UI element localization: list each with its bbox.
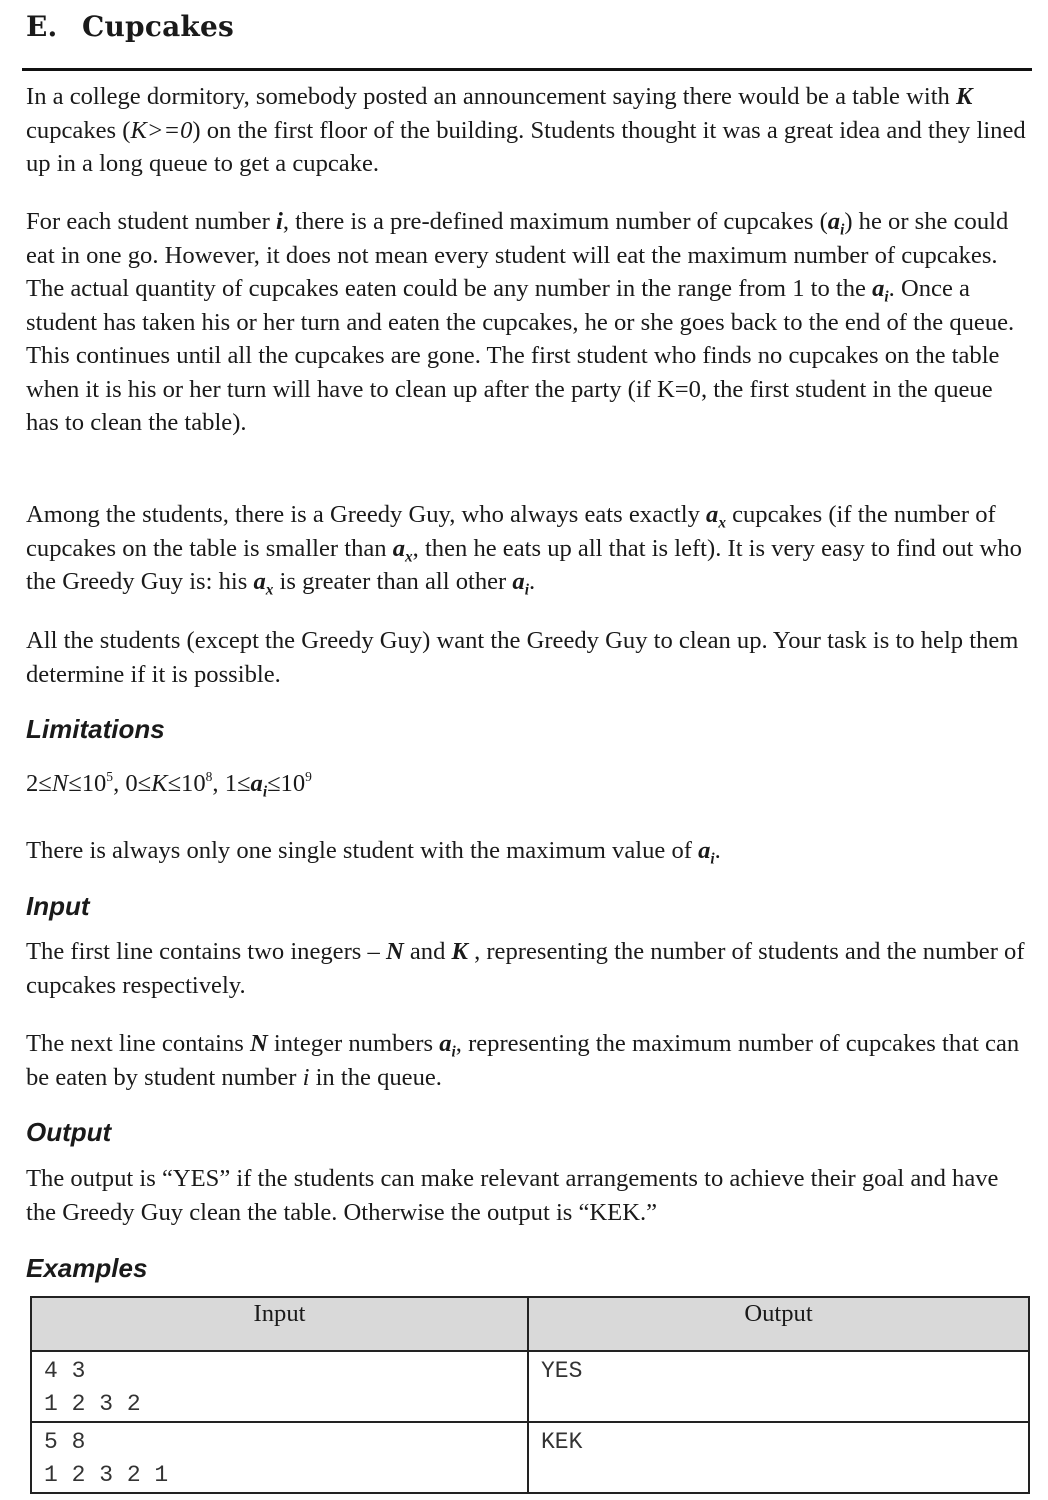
text: There is always only one single student with the maximum value of (26, 837, 699, 864)
subscript: x (718, 514, 726, 532)
text: , then he eats up all that is left). It is very easy to find out who the Greedy Guy is: his (26, 534, 1022, 595)
subscript: x (265, 581, 274, 599)
symbol: a (512, 568, 525, 595)
variable-k: K (955, 83, 973, 110)
input-heading: Input (26, 891, 90, 921)
examples-heading: Examples (26, 1253, 148, 1283)
text: integer numbers (267, 1030, 440, 1057)
text: cupcakes ( (26, 116, 131, 144)
problem-letter: E. (26, 10, 58, 43)
title-divider (22, 68, 1032, 71)
input-paragraph-2 (26, 1027, 1030, 1094)
text: The first line contains two inegers – (26, 938, 386, 965)
variable-n: N (385, 938, 404, 965)
text: , 1≤ (212, 770, 251, 797)
symbol: a (392, 534, 406, 562)
symbol: a (827, 208, 841, 235)
condition-k: K>=0 (130, 116, 193, 144)
text: . Once a student has taken his or her turn and eaten the cupcakes, he or she goes back to the end of the queue. This continues until all the cupcakes are gone. The first student who finds no cupcakes on the table when it is his or her turn will have to clean up after the party (if K=0, the first student in the queue has to clean the table). (26, 275, 1015, 436)
subscript: x (405, 547, 413, 565)
input-line: 1 2 3 2 1 (44, 1462, 169, 1488)
subscript: i (524, 581, 529, 599)
symbol: a (439, 1030, 452, 1057)
problem-title (26, 10, 234, 43)
text: ≤10 (267, 770, 306, 797)
input-paragraph-1 (26, 935, 1030, 1002)
output-paragraph: The output is “YES” if the students can make relevant arrangements to achieve their goal and have the Greedy Guy clean the table. Otherwise the output is “KEK.” (26, 1165, 999, 1226)
text: , there is a pre-defined maximum number of cupcakes ( (282, 208, 828, 235)
variable-a (827, 208, 845, 239)
symbol: a (706, 501, 719, 528)
text: and (403, 938, 452, 965)
problem-name: Cupcakes (82, 10, 234, 43)
input-line: 1 2 3 2 (44, 1391, 141, 1417)
table-header-row (31, 1297, 1029, 1351)
variable-a (698, 837, 715, 868)
text: , representing the number of students and the number of cupcakes respectively. (26, 938, 1025, 999)
variable-a (512, 568, 529, 599)
statement-paragraph-1 (26, 80, 1030, 181)
exponent: 8 (205, 768, 213, 784)
exponent: 5 (106, 768, 114, 784)
variable-ax (253, 568, 274, 599)
text: ≤10 (167, 770, 206, 797)
symbol: a (698, 837, 711, 864)
input-line: 5 8 (44, 1429, 86, 1455)
variable-n: N (51, 770, 69, 797)
text: 2≤ (26, 770, 52, 797)
text: in the queue. (309, 1063, 442, 1091)
text: . (528, 568, 536, 595)
variable-k: K (451, 938, 468, 965)
statement-paragraph-3 (26, 498, 1030, 599)
text: . (714, 837, 721, 864)
example-input-cell (31, 1351, 528, 1422)
text: In a college dormitory, somebody posted an announcement saying there would be a table with (26, 83, 956, 110)
limitations-constraints (26, 767, 1030, 801)
table-row (31, 1422, 1029, 1493)
variable-a (250, 770, 268, 801)
text: cupcakes (if the number of cupcakes on the table is smaller than (26, 501, 996, 562)
text: , 0≤ (113, 770, 152, 797)
column-header-input: Input (31, 1297, 528, 1351)
symbol: a (253, 568, 266, 595)
column-header-output: Output (528, 1297, 1029, 1351)
variable-a (439, 1030, 456, 1061)
table-row (31, 1351, 1029, 1422)
statement-paragraph-4: All the students (except the Greedy Guy) want the Greedy Guy to clean up. Your task is to help them determine if it is possible. (26, 627, 1019, 688)
subscript: i (451, 1043, 456, 1061)
variable-a (872, 275, 889, 306)
subscript: i (262, 783, 268, 801)
variable-i: i (275, 208, 283, 235)
symbol: a (872, 275, 885, 302)
text: , representing the maximum number of cupcakes that can be eaten by student number (26, 1030, 1020, 1091)
variable-k: K (151, 770, 168, 797)
limitations-note (26, 834, 1030, 868)
output-heading: Output (26, 1117, 112, 1147)
examples-table (30, 1296, 1030, 1494)
symbol: a (250, 770, 263, 797)
subscript: i (884, 288, 889, 306)
subscript: i (840, 221, 845, 239)
text: ≤10 (68, 770, 107, 797)
text: The next line contains (26, 1030, 251, 1057)
text: For each student number (26, 208, 276, 235)
variable-i: i (302, 1063, 310, 1091)
variable-n: N (250, 1030, 268, 1057)
variable-ax (392, 534, 413, 565)
variable-ax (706, 501, 726, 532)
text: ) he or she could eat in one go. However, it does not mean every student will eat the maximum number of cupcakes. The actual quantity of cupcakes eaten could be any number in the range from 1 to the (26, 208, 1009, 302)
text: Among the students, there is a Greedy Guy, who always eats exactly (26, 501, 707, 528)
text: is greater than all other (273, 568, 513, 595)
exponent: 9 (305, 768, 312, 784)
example-output-cell: YES (528, 1351, 1029, 1422)
example-output-cell: KEK (528, 1422, 1029, 1493)
input-line: 4 3 (44, 1358, 86, 1384)
example-input-cell (31, 1422, 528, 1493)
text: ) on the first floor of the building. Students thought it was a great idea and they lined up in a long queue to get a cupcake. (26, 116, 1026, 177)
statement-paragraph-2 (26, 205, 1030, 440)
limitations-heading: Limitations (26, 714, 165, 744)
subscript: i (710, 850, 715, 868)
